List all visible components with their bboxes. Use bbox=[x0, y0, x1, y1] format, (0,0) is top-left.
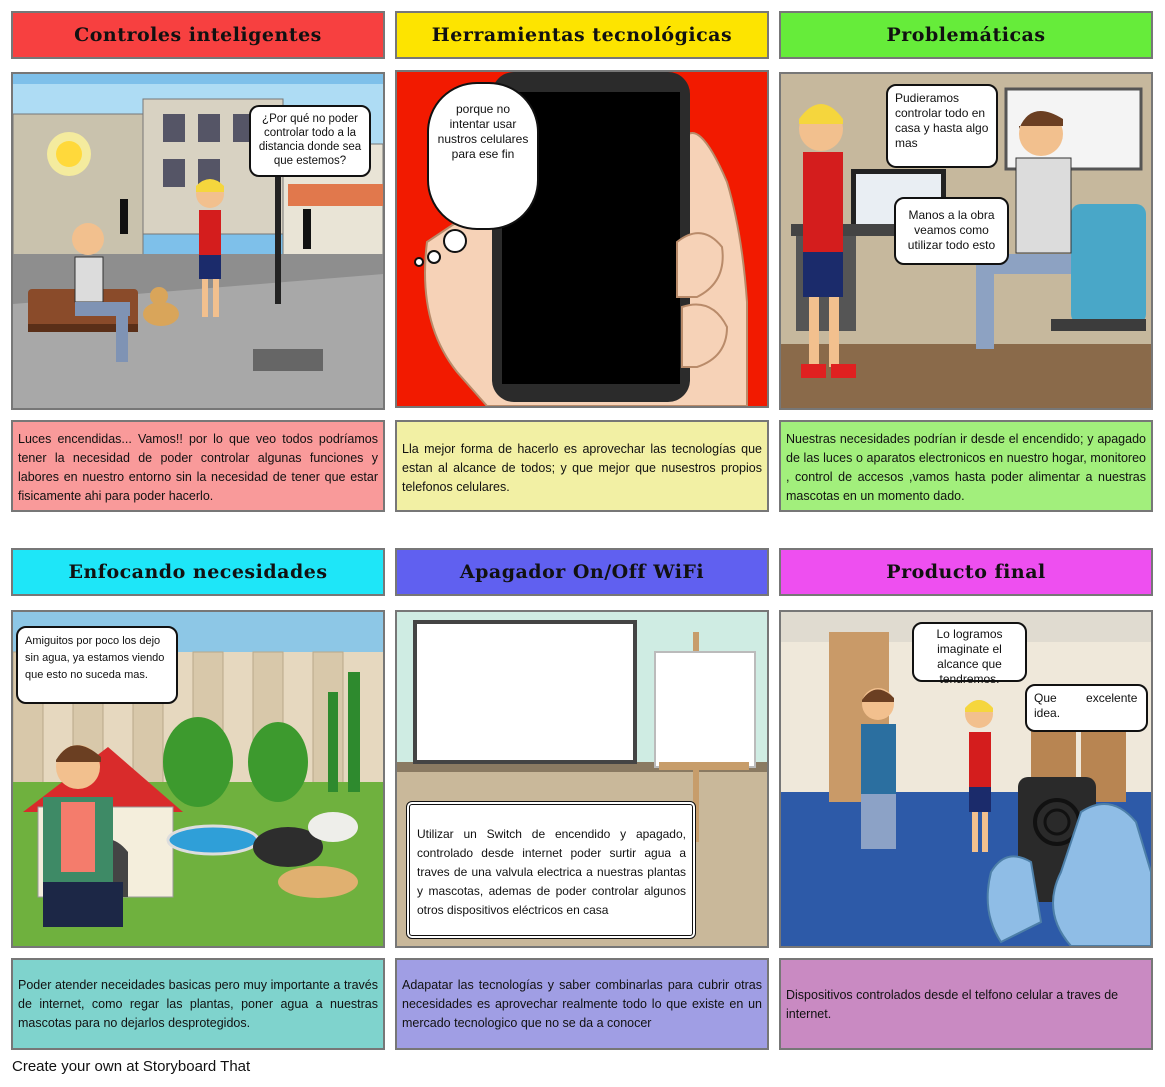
storyboard-that-credit[interactable]: Create your own at Storyboard That bbox=[12, 1058, 251, 1075]
caption-box: Utilizar un Switch de encendido y apagado, controlado desde internet poder surtir agua a traves de una valvula electrica a nuestras plantas y mascotas, ademas de poder controlar algunos otros dispositivos eléctricos en casa bbox=[406, 801, 696, 939]
panel-5-description: Adapatar las tecnologías y saber combinarlas para cubrir otras necesidades es aprovechar realmente todo lo que existe en un mercado tecnologico que no se da a conocer bbox=[395, 958, 769, 1050]
speech-bubble: Amiguitos por poco los dejo sin agua, ya estamos viendo que esto no suceda mas. bbox=[16, 626, 178, 704]
panel-3-scene bbox=[779, 72, 1153, 410]
panel-1-scene bbox=[11, 72, 385, 410]
panel-4-description: Poder atender neceidades basicas pero muy importante a través de internet, como regar las plantas, poner agua a nuestras mascotas para no dejarlos desprotegidos. bbox=[11, 958, 385, 1050]
panel-1-description: Luces encendidas... Vamos!! por lo que veo todos podríamos tener la necesidad de poder controlar algunas funciones y labores en nuestro entorno sin la necesidad de tener que estar fisicamente ahi para poder hacerlo. bbox=[11, 420, 385, 512]
panel-2-scene bbox=[395, 70, 769, 408]
panel-2-description: Lla mejor forma de hacerlo es aprovechar las tecnologías que estan al alcance de todos; y que mejor que nusestros propios telefonos celulares. bbox=[395, 420, 769, 512]
panel-3-title: Problemáticas bbox=[779, 11, 1153, 59]
panel-5-scene bbox=[395, 610, 769, 948]
panel-5-title: Apagador On/Off WiFi bbox=[395, 548, 769, 596]
panel-4-scene bbox=[11, 610, 385, 948]
panel-6-title: Producto final bbox=[779, 548, 1153, 596]
speech-bubble: ¿Por qué no poder controlar todo a la distancia donde sea que estemos? bbox=[249, 105, 371, 177]
panel-6-scene bbox=[779, 610, 1153, 948]
panel-6-description: Dispositivos controlados desde el telfono celular a traves de internet. bbox=[779, 958, 1153, 1050]
thought-bubble: porque no intentar usar nustros celulares para ese fin bbox=[427, 82, 539, 230]
speech-bubble-boy: Pudieramos controlar todo en casa y hasta algo mas bbox=[886, 84, 998, 168]
panel-1-title: Controles inteligentes bbox=[11, 11, 385, 59]
speech-bubble-man: Manos a la obra veamos como utilizar todo esto bbox=[894, 197, 1009, 265]
speech-bubble-boy: Que excelente idea. bbox=[1025, 684, 1148, 732]
speech-bubble-man: Lo logramos imaginate el alcance que tendremos. bbox=[912, 622, 1027, 682]
panel-4-title: Enfocando necesidades bbox=[11, 548, 385, 596]
panel-2-title: Herramientas tecnológicas bbox=[395, 11, 769, 59]
panel-3-description: Nuestras necesidades podrían ir desde el encendido; y apagado de las luces o aparatos electronicos en nuestro hogar, monitoreo , control de accesos ,vamos hasta poder alimentar a nuestras mascotas en un momento dado. bbox=[779, 420, 1153, 512]
